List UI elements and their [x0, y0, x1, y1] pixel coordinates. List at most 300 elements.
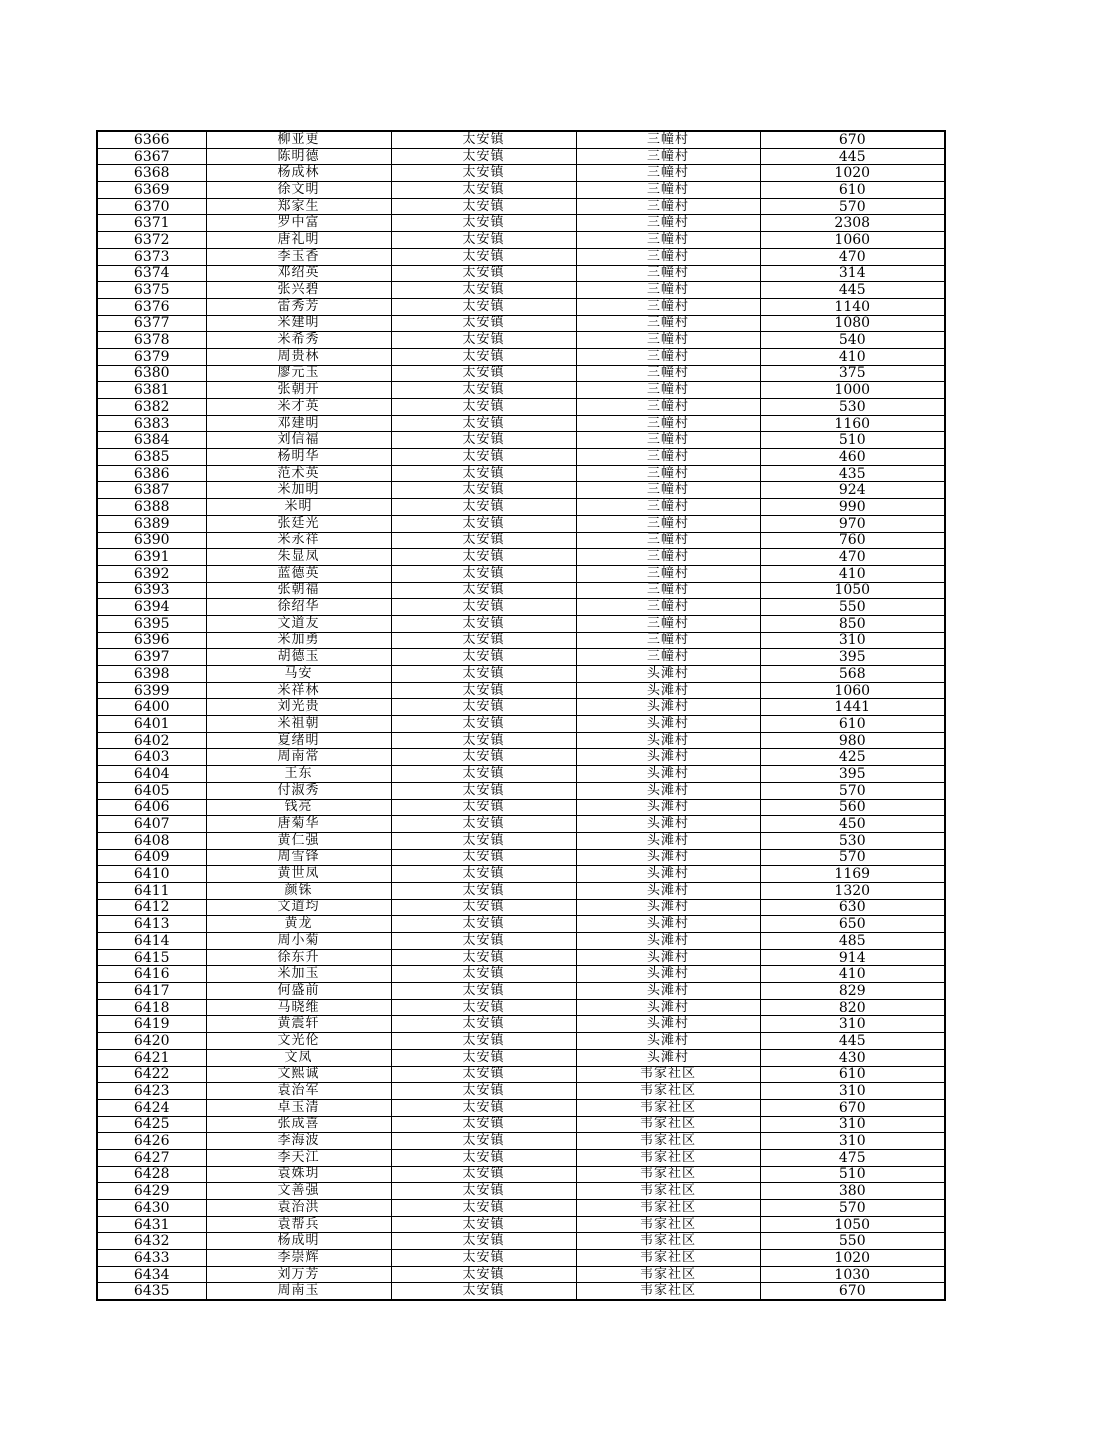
village-cell: 三幢村 — [576, 198, 760, 215]
table-row — [97, 649, 945, 666]
person-name-cell: 米才英 — [206, 399, 391, 416]
town-cell: 太安镇 — [391, 415, 576, 432]
amount-cell: 1441 — [760, 699, 945, 716]
table-row — [97, 966, 945, 983]
amount-cell: 410 — [760, 565, 945, 582]
town-cell: 太安镇 — [391, 432, 576, 449]
person-name-cell: 钱亮 — [206, 799, 391, 816]
town-cell: 太安镇 — [391, 866, 576, 883]
village-cell: 韦家社区 — [576, 1183, 760, 1200]
town-cell: 太安镇 — [391, 716, 576, 733]
town-cell: 太安镇 — [391, 265, 576, 282]
row-id-cell: 6414 — [97, 933, 206, 950]
person-name-cell: 何盛前 — [206, 983, 391, 1000]
table-row — [97, 983, 945, 1000]
row-id-cell: 6432 — [97, 1233, 206, 1250]
amount-cell: 820 — [760, 999, 945, 1016]
table-row — [97, 799, 945, 816]
amount-cell: 540 — [760, 332, 945, 349]
row-id-cell: 6427 — [97, 1149, 206, 1166]
village-cell: 三幢村 — [576, 449, 760, 466]
town-cell: 太安镇 — [391, 1066, 576, 1083]
table-row — [97, 816, 945, 833]
town-cell: 太安镇 — [391, 816, 576, 833]
village-cell: 三幢村 — [576, 265, 760, 282]
town-cell: 太安镇 — [391, 666, 576, 683]
table-row — [97, 148, 945, 165]
village-cell: 头滩村 — [576, 682, 760, 699]
person-name-cell: 李海波 — [206, 1133, 391, 1150]
town-cell: 太安镇 — [391, 949, 576, 966]
table-row — [97, 449, 945, 466]
amount-cell: 1020 — [760, 165, 945, 182]
amount-cell: 485 — [760, 933, 945, 950]
village-cell: 三幢村 — [576, 348, 760, 365]
amount-cell: 570 — [760, 782, 945, 799]
person-name-cell: 唐菊华 — [206, 816, 391, 833]
amount-cell: 314 — [760, 265, 945, 282]
table-row — [97, 1200, 945, 1217]
town-cell: 太安镇 — [391, 1250, 576, 1267]
village-cell: 三幢村 — [576, 315, 760, 332]
amount-cell: 310 — [760, 1133, 945, 1150]
row-id-cell: 6419 — [97, 1016, 206, 1033]
records-table-body — [97, 131, 945, 1300]
person-name-cell: 文道友 — [206, 615, 391, 632]
village-cell: 韦家社区 — [576, 1133, 760, 1150]
person-name-cell: 周南玉 — [206, 1283, 391, 1300]
table-row — [97, 1116, 945, 1133]
village-cell: 头滩村 — [576, 832, 760, 849]
row-id-cell: 6386 — [97, 465, 206, 482]
row-id-cell: 6375 — [97, 282, 206, 299]
village-cell: 头滩村 — [576, 749, 760, 766]
table-row — [97, 599, 945, 616]
records-sheet — [96, 130, 944, 1301]
amount-cell: 850 — [760, 615, 945, 632]
person-name-cell: 杨成明 — [206, 1233, 391, 1250]
person-name-cell: 米建明 — [206, 315, 391, 332]
person-name-cell: 袁治军 — [206, 1083, 391, 1100]
town-cell: 太安镇 — [391, 1149, 576, 1166]
table-row — [97, 1149, 945, 1166]
row-id-cell: 6406 — [97, 799, 206, 816]
amount-cell: 410 — [760, 348, 945, 365]
person-name-cell: 徐文明 — [206, 182, 391, 199]
row-id-cell: 6380 — [97, 365, 206, 382]
person-name-cell: 李崇辉 — [206, 1250, 391, 1267]
village-cell: 韦家社区 — [576, 1166, 760, 1183]
amount-cell: 550 — [760, 1233, 945, 1250]
town-cell: 太安镇 — [391, 799, 576, 816]
row-id-cell: 6381 — [97, 382, 206, 399]
amount-cell: 670 — [760, 1283, 945, 1300]
person-name-cell: 黄世凤 — [206, 866, 391, 883]
village-cell: 三幢村 — [576, 382, 760, 399]
amount-cell: 310 — [760, 1016, 945, 1033]
village-cell: 三幢村 — [576, 549, 760, 566]
table-row — [97, 632, 945, 649]
village-cell: 头滩村 — [576, 866, 760, 883]
table-row — [97, 365, 945, 382]
town-cell: 太安镇 — [391, 131, 576, 148]
row-id-cell: 6368 — [97, 165, 206, 182]
table-row — [97, 899, 945, 916]
row-id-cell: 6370 — [97, 198, 206, 215]
town-cell: 太安镇 — [391, 499, 576, 516]
person-name-cell: 夏绪明 — [206, 732, 391, 749]
amount-cell: 395 — [760, 766, 945, 783]
person-name-cell: 张朝福 — [206, 582, 391, 599]
row-id-cell: 6420 — [97, 1033, 206, 1050]
town-cell: 太安镇 — [391, 682, 576, 699]
table-row — [97, 732, 945, 749]
village-cell: 三幢村 — [576, 465, 760, 482]
person-name-cell: 马晓维 — [206, 999, 391, 1016]
person-name-cell: 邓建明 — [206, 415, 391, 432]
row-id-cell: 6418 — [97, 999, 206, 1016]
row-id-cell: 6384 — [97, 432, 206, 449]
town-cell: 太安镇 — [391, 215, 576, 232]
table-row — [97, 582, 945, 599]
village-cell: 头滩村 — [576, 666, 760, 683]
person-name-cell: 蓝德英 — [206, 565, 391, 582]
village-cell: 三幢村 — [576, 365, 760, 382]
village-cell: 三幢村 — [576, 182, 760, 199]
person-name-cell: 李玉香 — [206, 248, 391, 265]
row-id-cell: 6415 — [97, 949, 206, 966]
amount-cell: 460 — [760, 449, 945, 466]
row-id-cell: 6426 — [97, 1133, 206, 1150]
table-row — [97, 482, 945, 499]
village-cell: 韦家社区 — [576, 1066, 760, 1083]
person-name-cell: 米希秀 — [206, 332, 391, 349]
row-id-cell: 6421 — [97, 1049, 206, 1066]
village-cell: 三幢村 — [576, 599, 760, 616]
person-name-cell: 颜铢 — [206, 882, 391, 899]
table-row — [97, 866, 945, 883]
person-name-cell: 雷秀芳 — [206, 298, 391, 315]
village-cell: 韦家社区 — [576, 1283, 760, 1300]
row-id-cell: 6391 — [97, 549, 206, 566]
amount-cell: 1050 — [760, 1216, 945, 1233]
table-row — [97, 949, 945, 966]
town-cell: 太安镇 — [391, 1166, 576, 1183]
row-id-cell: 6367 — [97, 148, 206, 165]
row-id-cell: 6408 — [97, 832, 206, 849]
town-cell: 太安镇 — [391, 849, 576, 866]
amount-cell: 380 — [760, 1183, 945, 1200]
row-id-cell: 6378 — [97, 332, 206, 349]
person-name-cell: 米祥林 — [206, 682, 391, 699]
amount-cell: 470 — [760, 248, 945, 265]
town-cell: 太安镇 — [391, 482, 576, 499]
village-cell: 头滩村 — [576, 849, 760, 866]
amount-cell: 1160 — [760, 415, 945, 432]
person-name-cell: 袁姝玥 — [206, 1166, 391, 1183]
village-cell: 韦家社区 — [576, 1250, 760, 1267]
village-cell: 头滩村 — [576, 916, 760, 933]
person-name-cell: 张兴碧 — [206, 282, 391, 299]
row-id-cell: 6422 — [97, 1066, 206, 1083]
row-id-cell: 6389 — [97, 515, 206, 532]
amount-cell: 610 — [760, 716, 945, 733]
person-name-cell: 唐礼明 — [206, 232, 391, 249]
table-row — [97, 215, 945, 232]
village-cell: 头滩村 — [576, 716, 760, 733]
amount-cell: 610 — [760, 182, 945, 199]
person-name-cell: 文光伦 — [206, 1033, 391, 1050]
town-cell: 太安镇 — [391, 782, 576, 799]
row-id-cell: 6379 — [97, 348, 206, 365]
table-row — [97, 1099, 945, 1116]
table-row — [97, 515, 945, 532]
amount-cell: 1050 — [760, 582, 945, 599]
person-name-cell: 陈明德 — [206, 148, 391, 165]
row-id-cell: 6405 — [97, 782, 206, 799]
table-row — [97, 699, 945, 716]
village-cell: 韦家社区 — [576, 1149, 760, 1166]
village-cell: 三幢村 — [576, 615, 760, 632]
person-name-cell: 付淑秀 — [206, 782, 391, 799]
table-row — [97, 348, 945, 365]
person-name-cell: 文熙诚 — [206, 1066, 391, 1083]
person-name-cell: 卓玉清 — [206, 1099, 391, 1116]
amount-cell: 530 — [760, 399, 945, 416]
amount-cell: 1169 — [760, 866, 945, 883]
person-name-cell: 米永祥 — [206, 532, 391, 549]
person-name-cell: 周南常 — [206, 749, 391, 766]
town-cell: 太安镇 — [391, 1183, 576, 1200]
amount-cell: 650 — [760, 916, 945, 933]
row-id-cell: 6382 — [97, 399, 206, 416]
town-cell: 太安镇 — [391, 165, 576, 182]
town-cell: 太安镇 — [391, 1233, 576, 1250]
village-cell: 头滩村 — [576, 949, 760, 966]
table-row — [97, 198, 945, 215]
town-cell: 太安镇 — [391, 565, 576, 582]
row-id-cell: 6429 — [97, 1183, 206, 1200]
table-row — [97, 265, 945, 282]
person-name-cell: 刘万芳 — [206, 1266, 391, 1283]
town-cell: 太安镇 — [391, 399, 576, 416]
row-id-cell: 6411 — [97, 882, 206, 899]
table-row — [97, 1016, 945, 1033]
amount-cell: 1320 — [760, 882, 945, 899]
amount-cell: 570 — [760, 1200, 945, 1217]
row-id-cell: 6397 — [97, 649, 206, 666]
person-name-cell: 袁治洪 — [206, 1200, 391, 1217]
row-id-cell: 6413 — [97, 916, 206, 933]
person-name-cell: 文凤 — [206, 1049, 391, 1066]
village-cell: 韦家社区 — [576, 1216, 760, 1233]
town-cell: 太安镇 — [391, 465, 576, 482]
table-row — [97, 766, 945, 783]
row-id-cell: 6371 — [97, 215, 206, 232]
row-id-cell: 6390 — [97, 532, 206, 549]
town-cell: 太安镇 — [391, 382, 576, 399]
town-cell: 太安镇 — [391, 532, 576, 549]
table-row — [97, 1066, 945, 1083]
village-cell: 三幢村 — [576, 532, 760, 549]
row-id-cell: 6394 — [97, 599, 206, 616]
person-name-cell: 朱显凤 — [206, 549, 391, 566]
person-name-cell: 郑家生 — [206, 198, 391, 215]
row-id-cell: 6402 — [97, 732, 206, 749]
table-row — [97, 1083, 945, 1100]
amount-cell: 310 — [760, 632, 945, 649]
person-name-cell: 刘信福 — [206, 432, 391, 449]
town-cell: 太安镇 — [391, 1016, 576, 1033]
amount-cell: 1030 — [760, 1266, 945, 1283]
person-name-cell: 米加勇 — [206, 632, 391, 649]
village-cell: 韦家社区 — [576, 1099, 760, 1116]
village-cell: 头滩村 — [576, 882, 760, 899]
village-cell: 头滩村 — [576, 966, 760, 983]
amount-cell: 570 — [760, 198, 945, 215]
village-cell: 头滩村 — [576, 933, 760, 950]
person-name-cell: 米明 — [206, 499, 391, 516]
row-id-cell: 6396 — [97, 632, 206, 649]
table-row — [97, 716, 945, 733]
row-id-cell: 6392 — [97, 565, 206, 582]
village-cell: 韦家社区 — [576, 1200, 760, 1217]
row-id-cell: 6399 — [97, 682, 206, 699]
village-cell: 三幢村 — [576, 148, 760, 165]
amount-cell: 310 — [760, 1116, 945, 1133]
person-name-cell: 黄龙 — [206, 916, 391, 933]
village-cell: 头滩村 — [576, 766, 760, 783]
town-cell: 太安镇 — [391, 182, 576, 199]
row-id-cell: 6400 — [97, 699, 206, 716]
village-cell: 韦家社区 — [576, 1083, 760, 1100]
table-row — [97, 916, 945, 933]
amount-cell: 914 — [760, 949, 945, 966]
town-cell: 太安镇 — [391, 298, 576, 315]
village-cell: 三幢村 — [576, 499, 760, 516]
table-row — [97, 933, 945, 950]
amount-cell: 445 — [760, 1033, 945, 1050]
row-id-cell: 6423 — [97, 1083, 206, 1100]
person-name-cell: 廖元玉 — [206, 365, 391, 382]
table-row — [97, 1283, 945, 1300]
person-name-cell: 张朝开 — [206, 382, 391, 399]
person-name-cell: 范术英 — [206, 465, 391, 482]
amount-cell: 1140 — [760, 298, 945, 315]
town-cell: 太安镇 — [391, 882, 576, 899]
person-name-cell: 柳亚更 — [206, 131, 391, 148]
town-cell: 太安镇 — [391, 1133, 576, 1150]
village-cell: 三幢村 — [576, 232, 760, 249]
row-id-cell: 6373 — [97, 248, 206, 265]
town-cell: 太安镇 — [391, 632, 576, 649]
person-name-cell: 邓绍英 — [206, 265, 391, 282]
village-cell: 三幢村 — [576, 482, 760, 499]
person-name-cell: 张成喜 — [206, 1116, 391, 1133]
table-row — [97, 248, 945, 265]
amount-cell: 375 — [760, 365, 945, 382]
amount-cell: 630 — [760, 899, 945, 916]
amount-cell: 568 — [760, 666, 945, 683]
table-row — [97, 332, 945, 349]
amount-cell: 1060 — [760, 232, 945, 249]
row-id-cell: 6372 — [97, 232, 206, 249]
village-cell: 三幢村 — [576, 332, 760, 349]
row-id-cell: 6412 — [97, 899, 206, 916]
amount-cell: 435 — [760, 465, 945, 482]
village-cell: 三幢村 — [576, 399, 760, 416]
row-id-cell: 6383 — [97, 415, 206, 432]
village-cell: 三幢村 — [576, 215, 760, 232]
person-name-cell: 周小菊 — [206, 933, 391, 950]
table-row — [97, 849, 945, 866]
amount-cell: 980 — [760, 732, 945, 749]
amount-cell: 445 — [760, 282, 945, 299]
village-cell: 三幢村 — [576, 432, 760, 449]
town-cell: 太安镇 — [391, 1083, 576, 1100]
table-row — [97, 782, 945, 799]
amount-cell: 560 — [760, 799, 945, 816]
town-cell: 太安镇 — [391, 449, 576, 466]
village-cell: 韦家社区 — [576, 1116, 760, 1133]
town-cell: 太安镇 — [391, 899, 576, 916]
village-cell: 三幢村 — [576, 649, 760, 666]
person-name-cell: 袁帮兵 — [206, 1216, 391, 1233]
row-id-cell: 6398 — [97, 666, 206, 683]
town-cell: 太安镇 — [391, 549, 576, 566]
village-cell: 三幢村 — [576, 565, 760, 582]
town-cell: 太安镇 — [391, 248, 576, 265]
village-cell: 头滩村 — [576, 816, 760, 833]
person-name-cell: 文道均 — [206, 899, 391, 916]
table-row — [97, 565, 945, 582]
town-cell: 太安镇 — [391, 582, 576, 599]
row-id-cell: 6404 — [97, 766, 206, 783]
table-row — [97, 749, 945, 766]
row-id-cell: 6428 — [97, 1166, 206, 1183]
person-name-cell: 米加玉 — [206, 966, 391, 983]
amount-cell: 410 — [760, 966, 945, 983]
amount-cell: 445 — [760, 148, 945, 165]
amount-cell: 829 — [760, 983, 945, 1000]
row-id-cell: 6430 — [97, 1200, 206, 1217]
table-row — [97, 382, 945, 399]
amount-cell: 1060 — [760, 682, 945, 699]
village-cell: 头滩村 — [576, 999, 760, 1016]
village-cell: 头滩村 — [576, 1049, 760, 1066]
village-cell: 头滩村 — [576, 799, 760, 816]
town-cell: 太安镇 — [391, 983, 576, 1000]
table-row — [97, 182, 945, 199]
town-cell: 太安镇 — [391, 966, 576, 983]
town-cell: 太安镇 — [391, 832, 576, 849]
amount-cell: 425 — [760, 749, 945, 766]
row-id-cell: 6374 — [97, 265, 206, 282]
town-cell: 太安镇 — [391, 348, 576, 365]
table-row — [97, 666, 945, 683]
town-cell: 太安镇 — [391, 1266, 576, 1283]
person-name-cell: 黄震轩 — [206, 1016, 391, 1033]
row-id-cell: 6416 — [97, 966, 206, 983]
person-name-cell: 徐东升 — [206, 949, 391, 966]
person-name-cell: 徐绍华 — [206, 599, 391, 616]
person-name-cell: 马安 — [206, 666, 391, 683]
person-name-cell: 张廷光 — [206, 515, 391, 532]
amount-cell: 430 — [760, 1049, 945, 1066]
town-cell: 太安镇 — [391, 699, 576, 716]
person-name-cell: 王东 — [206, 766, 391, 783]
village-cell: 韦家社区 — [576, 1233, 760, 1250]
